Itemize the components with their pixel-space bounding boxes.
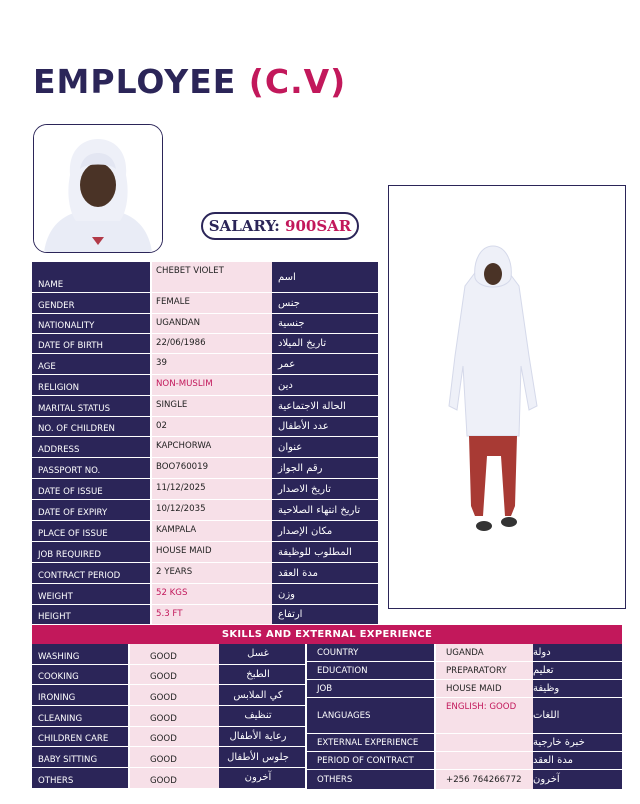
personal-row bbox=[32, 458, 378, 479]
field-label-arabic: مكان الإصدار bbox=[272, 521, 378, 541]
field-value: NON-MUSLIM bbox=[152, 375, 272, 395]
field-value: KAPCHORWA bbox=[152, 437, 272, 457]
personal-row bbox=[32, 396, 378, 417]
skills-table bbox=[32, 644, 305, 789]
field-label-arabic: وزن bbox=[272, 584, 378, 604]
field-label-arabic: الحالة الاجتماعية bbox=[272, 396, 378, 416]
field-value: 11/12/2025 bbox=[152, 479, 272, 499]
skill-label: CHILDREN CARE bbox=[32, 727, 128, 747]
personal-row bbox=[32, 605, 378, 625]
field-label-arabic: عنوان bbox=[272, 437, 378, 457]
field-label: DATE OF BIRTH bbox=[32, 334, 150, 353]
field-label: WEIGHT bbox=[32, 584, 150, 604]
experience-label-arabic: خبرة خارجية bbox=[533, 734, 622, 751]
experience-label: COUNTRY bbox=[307, 644, 434, 661]
field-label-arabic: مدة العقد bbox=[272, 563, 378, 583]
field-value: 02 bbox=[152, 417, 272, 436]
title-accent: (C.V) bbox=[248, 62, 347, 101]
field-label-arabic: اسم bbox=[272, 262, 378, 292]
field-value: KAMPALA bbox=[152, 521, 272, 541]
skill-label-arabic: رعاية الأطفال bbox=[219, 727, 305, 747]
personal-details-table bbox=[32, 262, 378, 625]
field-value: 2 YEARS bbox=[152, 563, 272, 583]
skill-row bbox=[32, 665, 305, 686]
personal-row bbox=[32, 500, 378, 521]
personal-row bbox=[32, 262, 378, 293]
experience-row bbox=[307, 662, 622, 680]
skill-label-arabic: آخرون bbox=[219, 768, 305, 788]
field-label: GENDER bbox=[32, 293, 150, 313]
personal-row bbox=[32, 314, 378, 334]
experience-label-arabic: آخرون bbox=[533, 770, 622, 789]
personal-row bbox=[32, 417, 378, 437]
experience-row bbox=[307, 680, 622, 698]
experience-label-arabic: اللغات bbox=[533, 698, 622, 733]
title-main: EMPLOYEE bbox=[33, 62, 237, 101]
personal-row bbox=[32, 563, 378, 584]
field-label: MARITAL STATUS bbox=[32, 396, 150, 416]
skill-level: GOOD bbox=[130, 727, 219, 747]
personal-row bbox=[32, 479, 378, 500]
field-label-arabic: تاريخ الميلاد bbox=[272, 334, 378, 353]
experience-value bbox=[436, 734, 533, 751]
experience-value: UGANDA bbox=[436, 644, 533, 661]
experience-label-arabic: دولة bbox=[533, 644, 622, 661]
skill-label-arabic: تنظيف bbox=[219, 706, 305, 726]
experience-label-arabic: تعليم bbox=[533, 662, 622, 679]
skill-label: IRONING bbox=[32, 685, 128, 705]
salary-label: SALARY: bbox=[208, 217, 280, 235]
portrait-photo bbox=[33, 124, 163, 253]
field-label-arabic: جنس bbox=[272, 293, 378, 313]
field-label-arabic: تاريخ انتهاء الصلاحية bbox=[272, 500, 378, 520]
experience-row bbox=[307, 698, 622, 734]
field-label-arabic: جنسية bbox=[272, 314, 378, 333]
skill-level: GOOD bbox=[130, 768, 219, 788]
field-label: CONTRACT PERIOD bbox=[32, 563, 150, 583]
field-value: SINGLE bbox=[152, 396, 272, 416]
skill-row bbox=[32, 706, 305, 727]
skill-row bbox=[32, 727, 305, 748]
experience-row bbox=[307, 752, 622, 770]
personal-row bbox=[32, 584, 378, 605]
experience-table bbox=[307, 644, 622, 790]
skill-label: OTHERS bbox=[32, 768, 128, 788]
skill-label-arabic: كي الملابس bbox=[219, 685, 305, 705]
skill-label-arabic: الطبخ bbox=[219, 665, 305, 685]
experience-row bbox=[307, 734, 622, 752]
field-label: RELIGION bbox=[32, 375, 150, 395]
experience-value: ENGLISH: GOOD bbox=[436, 698, 533, 733]
personal-row bbox=[32, 542, 378, 563]
field-label: DATE OF EXPIRY bbox=[32, 500, 150, 520]
field-label-arabic: ارتفاع bbox=[272, 605, 378, 624]
field-value: HOUSE MAID bbox=[152, 542, 272, 562]
field-label-arabic: المطلوب للوظيفة bbox=[272, 542, 378, 562]
field-label: PASSPORT NO. bbox=[32, 458, 150, 478]
field-value: BOO760019 bbox=[152, 458, 272, 478]
field-label: JOB REQUIRED bbox=[32, 542, 150, 562]
experience-value: +256 764266772 bbox=[436, 770, 533, 789]
field-label-arabic: تاريخ الاصدار bbox=[272, 479, 378, 499]
field-label: PLACE OF ISSUE bbox=[32, 521, 150, 541]
page-title bbox=[33, 62, 346, 101]
experience-row bbox=[307, 770, 622, 790]
field-value: 10/12/2035 bbox=[152, 500, 272, 520]
skill-level: GOOD bbox=[130, 685, 219, 705]
experience-value bbox=[436, 752, 533, 769]
skill-label: COOKING bbox=[32, 665, 128, 685]
field-value: 5.3 FT bbox=[152, 605, 272, 624]
personal-row bbox=[32, 437, 378, 458]
field-label-arabic: دين bbox=[272, 375, 378, 395]
field-label: NAME bbox=[32, 262, 150, 292]
skill-row bbox=[32, 644, 305, 665]
skill-label-arabic: غسل bbox=[219, 644, 305, 664]
skill-label-arabic: جلوس الأطفال bbox=[219, 747, 305, 767]
field-value: UGANDAN bbox=[152, 314, 272, 333]
personal-row bbox=[32, 334, 378, 354]
experience-label: JOB bbox=[307, 680, 434, 697]
field-value: 39 bbox=[152, 354, 272, 374]
experience-label: PERIOD OF CONTRACT bbox=[307, 752, 434, 769]
field-value: 52 KGS bbox=[152, 584, 272, 604]
field-label: NO. OF CHILDREN bbox=[32, 417, 150, 436]
personal-row bbox=[32, 375, 378, 396]
field-label: DATE OF ISSUE bbox=[32, 479, 150, 499]
experience-value: PREPARATORY bbox=[436, 662, 533, 679]
field-label-arabic: عدد الأطفال bbox=[272, 417, 378, 436]
personal-row bbox=[32, 521, 378, 542]
field-label-arabic: رقم الجواز bbox=[272, 458, 378, 478]
personal-row bbox=[32, 354, 378, 375]
full-body-photo bbox=[388, 185, 626, 609]
skill-level: GOOD bbox=[130, 644, 219, 664]
skills-section-title: SKILLS AND EXTERNAL EXPERIENCE bbox=[32, 625, 622, 644]
field-label-arabic: عمر bbox=[272, 354, 378, 374]
experience-row bbox=[307, 644, 622, 662]
skill-label: WASHING bbox=[32, 644, 128, 664]
salary-value: 900SAR bbox=[285, 217, 352, 235]
field-value: FEMALE bbox=[152, 293, 272, 313]
experience-label-arabic: وظيفة bbox=[533, 680, 622, 697]
skill-level: GOOD bbox=[130, 706, 219, 726]
field-label: AGE bbox=[32, 354, 150, 374]
skill-label: CLEANING bbox=[32, 706, 128, 726]
skill-row bbox=[32, 685, 305, 706]
field-label: NATIONALITY bbox=[32, 314, 150, 333]
field-value: CHEBET VIOLET bbox=[152, 262, 272, 292]
skill-label: BABY SITTING bbox=[32, 747, 128, 767]
field-label: ADDRESS bbox=[32, 437, 150, 457]
experience-label: EXTERNAL EXPERIENCE bbox=[307, 734, 434, 751]
experience-label: EDUCATION bbox=[307, 662, 434, 679]
skill-level: GOOD bbox=[130, 747, 219, 767]
skill-row bbox=[32, 768, 305, 789]
skill-row bbox=[32, 747, 305, 768]
salary-badge bbox=[201, 212, 359, 240]
skill-level: GOOD bbox=[130, 665, 219, 685]
experience-label: LANGUAGES bbox=[307, 698, 434, 733]
field-value: 22/06/1986 bbox=[152, 334, 272, 353]
experience-label: OTHERS bbox=[307, 770, 434, 789]
field-label: HEIGHT bbox=[32, 605, 150, 624]
experience-label-arabic: مدة العقد bbox=[533, 752, 622, 769]
personal-row bbox=[32, 293, 378, 314]
experience-value: HOUSE MAID bbox=[436, 680, 533, 697]
